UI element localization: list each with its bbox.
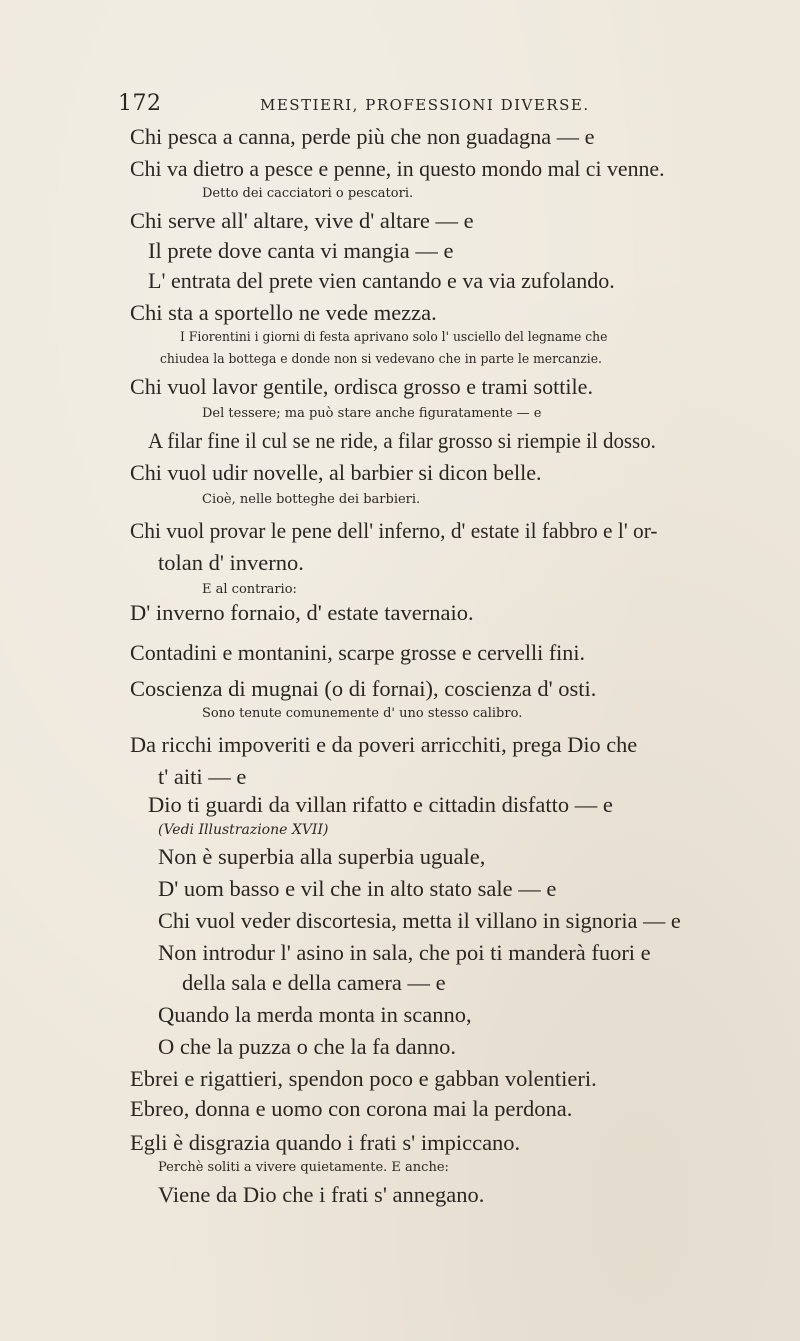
commentary-note: Perchè soliti a vivere quietamente. E anche: bbox=[158, 1160, 449, 1175]
proverb-line: Chi vuol udir novelle, al barbier si dicon belle. bbox=[130, 460, 542, 485]
proverb-line: t' aiti — e bbox=[158, 764, 247, 789]
commentary-note: Cioè, nelle botteghe dei barbieri. bbox=[202, 492, 421, 507]
proverb-line: Non introdur l' asino in sala, che poi ti manderà fuori e bbox=[158, 940, 651, 965]
proverb-line: D' inverno fornaio, d' estate tavernaio. bbox=[130, 600, 474, 625]
proverb-line: Da ricchi impoveriti e da poveri arricchiti, prega Dio che bbox=[130, 732, 638, 757]
page-number: 172 bbox=[118, 91, 162, 116]
proverb-line: D' uom basso e vil che in alto stato sale — e bbox=[158, 876, 557, 901]
page-header bbox=[118, 91, 678, 119]
proverb-line: della sala e della camera — e bbox=[182, 970, 446, 995]
proverb-line: Coscienza di mugnai (o di fornai), coscienza d' osti. bbox=[130, 676, 597, 701]
proverb-line: A filar fine il cul se ne ride, a filar grosso si riempie il dosso. bbox=[148, 428, 656, 453]
proverb-line: Ebrei e rigattieri, spendon poco e gabban volentieri. bbox=[130, 1066, 597, 1091]
proverb-line: Chi sta a sportello ne vede mezza. bbox=[130, 300, 437, 325]
commentary-note: Sono tenute comunemente d' uno stesso calibro. bbox=[202, 706, 523, 721]
proverb-line: Il prete dove canta vi mangia — e bbox=[148, 238, 454, 263]
commentary-note: chiudea la bottega e donde non si vedevano che in parte le mercanzie. bbox=[160, 352, 602, 367]
proverb-line: Chi serve all' altare, vive d' altare — e bbox=[130, 208, 474, 233]
commentary-note: I Fiorentini i giorni di festa aprivano solo l' usciello del legname che bbox=[180, 330, 608, 345]
commentary-note: Del tessere; ma può stare anche figuratamente — e bbox=[202, 406, 542, 421]
proverb-line: Quando la merda monta in scanno, bbox=[158, 1002, 472, 1027]
proverb-line: O che la puzza o che la fa danno. bbox=[158, 1034, 456, 1059]
proverb-line: L' entrata del prete vien cantando e va via zufolando. bbox=[148, 268, 615, 293]
proverb-line: Chi vuol veder discortesia, metta il villano in signoria — e bbox=[158, 908, 681, 933]
proverb-line: Viene da Dio che i frati s' annegano. bbox=[158, 1182, 485, 1207]
commentary-note: (Vedi Illustrazione XVII) bbox=[158, 822, 329, 838]
proverb-line: Chi vuol lavor gentile, ordisca grosso e trami sottile. bbox=[130, 374, 593, 399]
commentary-note: Detto dei cacciatori o pescatori. bbox=[202, 186, 414, 201]
proverb-line: Chi va dietro a pesce e penne, in questo mondo mal ci venne. bbox=[130, 156, 665, 181]
proverb-line: Egli è disgrazia quando i frati s' impiccano. bbox=[130, 1130, 521, 1155]
proverb-line: Chi pesca a canna, perde più che non guadagna — e bbox=[130, 124, 595, 149]
commentary-note: E al contrario: bbox=[202, 582, 297, 597]
proverb-line: Dio ti guardi da villan rifatto e cittadin disfatto — e bbox=[148, 792, 613, 817]
proverb-line: Non è superbia alla superbia uguale, bbox=[158, 844, 486, 869]
proverb-line: tolan d' inverno. bbox=[158, 550, 304, 575]
running-head: MESTIERI, PROFESSIONI DIVERSE. bbox=[260, 96, 590, 114]
proverb-line: Ebreo, donna e uomo con corona mai la perdona. bbox=[130, 1096, 573, 1121]
proverb-line: Contadini e montanini, scarpe grosse e cervelli fini. bbox=[130, 640, 585, 665]
proverb-line: Chi vuol provar le pene dell' inferno, d' estate il fabbro e l' or- bbox=[130, 518, 658, 543]
